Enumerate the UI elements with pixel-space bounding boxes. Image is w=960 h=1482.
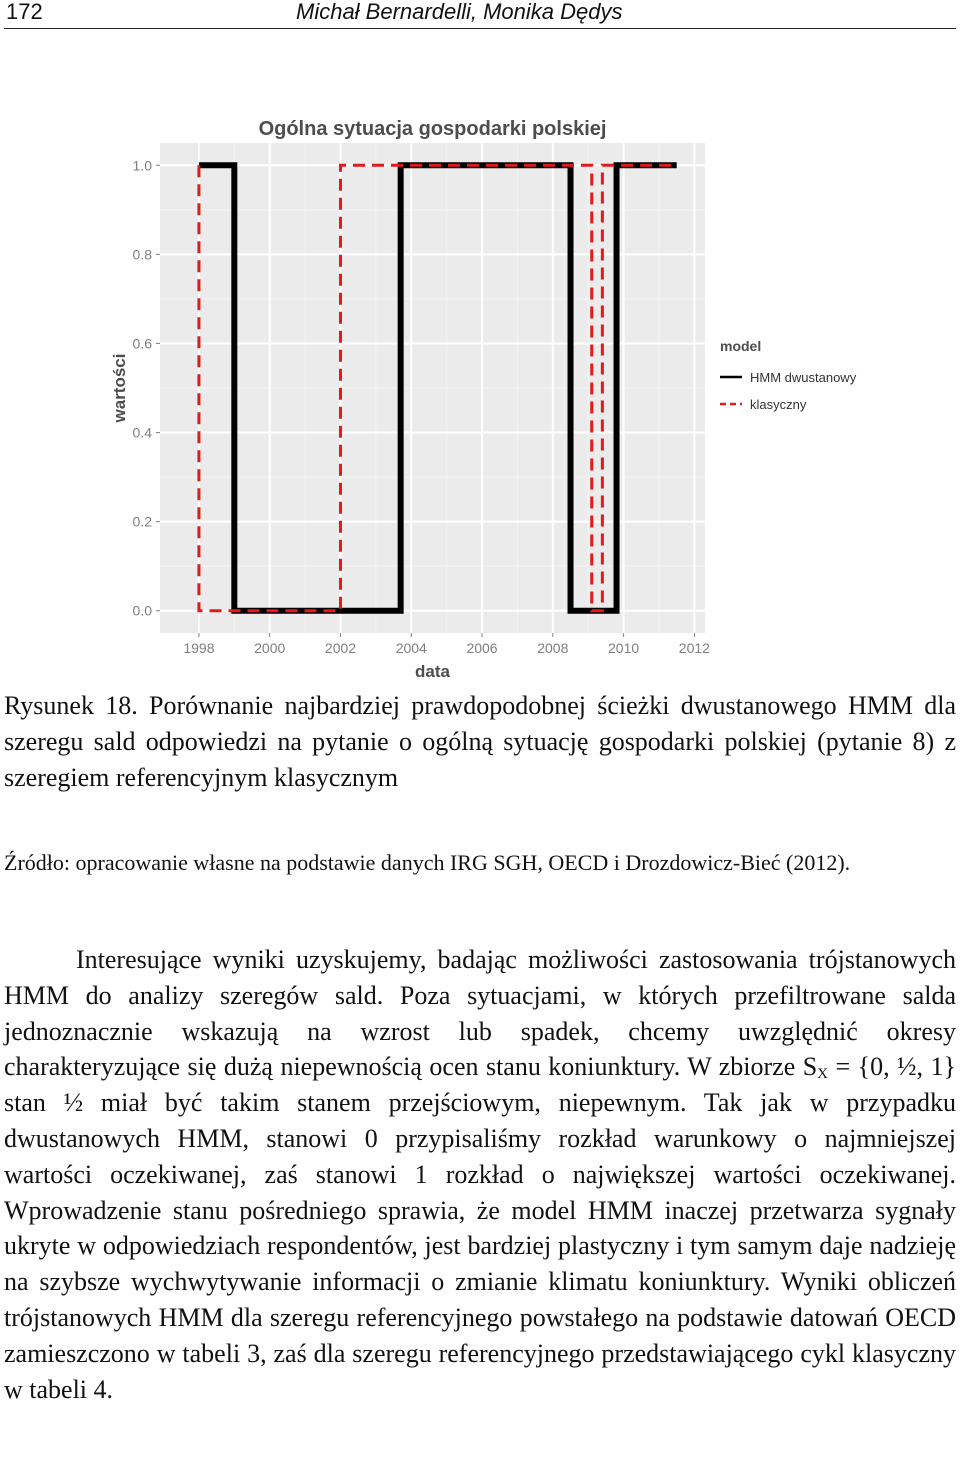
figure-source: Źródło: opracowanie własne na podstawie danych IRG SGH, OECD i Drozdowicz-Bieć (2012). (4, 850, 851, 875)
running-head-authors: Michał Bernardelli, Monika Dędys (296, 0, 623, 24)
x-tick-label: 2002 (324, 640, 357, 656)
body-text-part2: = {0, ½, 1} stan ½ miał być takim stanem przejściowym, niepewnym. Tak jak w przypadku dwustanowych HMM, stanowi 0 przypisaliśmy rozkład warunkowy o najmniejszej wartości oczekiwanej, zaś stanowi 1 rozkład o największej wartości oczekiwanej. Wprowadzenie stanu pośredniego sprawia, że model HMM inaczej przetwarza sygnały ukryte w odpowiedziach respondentów, jest bardziej plastyczny i tym samym daje nadzieję na szybsze wychwytywanie informacji o zmianie klimatu koniunktury. Wyniki obliczeń trójstanowych HMM dla szeregu referencyjnego powstałego na podstawie datowań OECD zamieszczono w tabeli 3, zaś dla szeregu referencyjnego przedstawiającego cykl klasyczny w tabeli 4. (4, 1052, 956, 1404)
y-tick-label: 0.2 (132, 513, 152, 530)
y-tick-label: 0.0 (132, 602, 152, 619)
body-text-subscript: X (817, 1066, 829, 1083)
x-tick-label: 2006 (466, 640, 498, 656)
page-header (4, 0, 956, 29)
body-text-part1: Interesujące wyniki uzyskujemy, badając możliwości zastosowania trójstanowych HMM do analizy szeregów sald. Poza sytuacjami, w których przefiltrowane salda jednoznacznie wskazują na wzrost lub spadek, chcemy uwzględnić okresy charakteryzujące się dużą niepewnością ocen stanu koniunktury. W zbiorze S (4, 945, 956, 1082)
legend-title: model (720, 338, 762, 354)
body-paragraph (4, 942, 956, 1407)
figure-caption: Rysunek 18. Porównanie najbardziej prawdopodobnej ścieżki dwustanowego HMM dla szeregu sald odpowiedzi na pytanie o ogólną sytuację gospodarki polskiej (pytanie 8) z szeregiem referencyjnym klasycznym (4, 691, 956, 792)
x-tick-label: 2008 (537, 640, 569, 656)
legend-label: HMM dwustanowy (750, 370, 857, 385)
x-tick-label: 2000 (254, 640, 286, 656)
y-tick-label: 0.6 (132, 335, 152, 352)
x-tick-label: 1998 (183, 640, 215, 656)
x-tick-label: 2012 (678, 640, 710, 656)
y-tick-label: 0.4 (132, 424, 152, 441)
x-axis-label: data (415, 662, 450, 681)
x-tick-label: 2004 (395, 640, 427, 656)
legend-label: klasyczny (750, 397, 807, 412)
x-tick-label: 2010 (608, 640, 640, 656)
y-tick-label: 0.8 (132, 246, 152, 263)
y-tick-label: 1.0 (132, 157, 152, 174)
chart-title: Ogólna sytuacja gospodarki polskiej (258, 118, 607, 140)
figure-chart (100, 108, 880, 681)
page-number: 172 (6, 0, 43, 24)
y-axis-label: wartości (110, 353, 129, 423)
